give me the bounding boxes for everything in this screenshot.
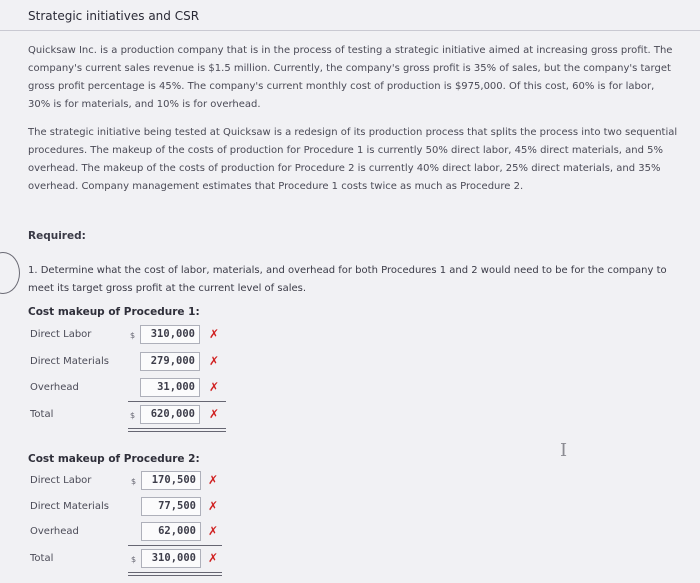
- procedure2-total-label: Total: [30, 553, 54, 564]
- procedure2-direct-materials-label: Direct Materials: [30, 501, 109, 512]
- procedure2-overhead-input[interactable]: 62,000: [141, 522, 201, 541]
- intro-paragraph: Quicksaw Inc. is a production company that is in the process of testing a strategic initiative aimed at increasing gross profit. The company's current sales revenue is $1.5 million. Currently, the company's gross profit is 35% of sales, but the company's target gross profit percentage is 45%. The company's current monthly cost of production is $975,000. Of this cost, 60% is for labor, 30% is for materials, and 10% is for overhead.: [28, 45, 673, 110]
- procedure1-direct-labor-input[interactable]: 310,000: [140, 325, 200, 344]
- procedure2-heading: Cost makeup of Procedure 2:: [28, 453, 200, 465]
- procedure1-direct-labor-x-mark-icon: ✗: [209, 327, 220, 341]
- procedure1-overhead-label: Overhead: [30, 382, 79, 393]
- procedure2-total-dollar: $: [131, 555, 137, 564]
- procedure2-overhead-x-mark-icon: ✗: [208, 524, 219, 538]
- page-title: Strategic initiatives and CSR: [28, 9, 200, 23]
- procedure2-sum-line: [128, 545, 222, 546]
- procedure1-total-dollar: $: [130, 411, 136, 420]
- procedure2-direct-labor-dollar: $: [131, 477, 137, 486]
- procedure2-total-x-mark-icon: ✗: [208, 551, 219, 565]
- procedure2-direct-labor-input[interactable]: 170,500: [141, 471, 201, 490]
- title-divider: [0, 30, 700, 31]
- procedure1-overhead-x-mark-icon: ✗: [209, 380, 220, 394]
- procedure1-overhead-input[interactable]: 31,000: [140, 378, 200, 397]
- question-text: 1. Determine what the cost of labor, materials, and overhead for both Procedures 1 and 2 would need to be for the company to meet its target gross profit at the current level of sales.: [28, 265, 667, 294]
- procedure1-sum-line: [128, 401, 226, 402]
- procedure1-total-x-mark-icon: ✗: [209, 407, 220, 421]
- procedure1-direct-labor-dollar: $: [130, 331, 136, 340]
- required-label: Required:: [28, 230, 86, 242]
- text-cursor-icon: I: [560, 440, 568, 461]
- procedure1-direct-labor-label: Direct Labor: [30, 329, 92, 340]
- procedure2-total-input[interactable]: 310,000: [141, 549, 201, 568]
- procedure1-direct-materials-label: Direct Materials: [30, 356, 109, 367]
- procedure2-direct-materials-input[interactable]: 77,500: [141, 497, 201, 516]
- procedure2-overhead-label: Overhead: [30, 526, 79, 537]
- procedure1-total-input[interactable]: 620,000: [140, 405, 200, 424]
- procedure1-heading: Cost makeup of Procedure 1:: [28, 306, 200, 318]
- procedure1-total-underline-1: [128, 428, 226, 429]
- procedure1-direct-materials-input[interactable]: 279,000: [140, 352, 200, 371]
- procedure2-total-underline-2: [128, 575, 222, 576]
- procedure2-direct-labor-x-mark-icon: ✗: [208, 473, 219, 487]
- initiative-paragraph: The strategic initiative being tested at Quicksaw is a redesign of its production process that splits the process into two sequential procedures. The makeup of the costs of production for Procedure 1 is currently 50% direct labor, 45% direct materials, and 5% overhead. The makeup of the costs of production for Procedure 2 is currently 40% direct labor, 25% direct materials, and 35% overhead. Company management estimates that Procedure 1 costs twice as much as Procedure 2.: [28, 127, 678, 192]
- procedure2-total-underline-1: [128, 572, 222, 573]
- procedure1-direct-materials-x-mark-icon: ✗: [209, 354, 220, 368]
- procedure2-direct-materials-x-mark-icon: ✗: [208, 499, 219, 513]
- procedure2-direct-labor-label: Direct Labor: [30, 475, 92, 486]
- question-marker-icon: [0, 252, 20, 294]
- procedure1-total-underline-2: [128, 431, 226, 432]
- procedure1-total-label: Total: [30, 409, 54, 420]
